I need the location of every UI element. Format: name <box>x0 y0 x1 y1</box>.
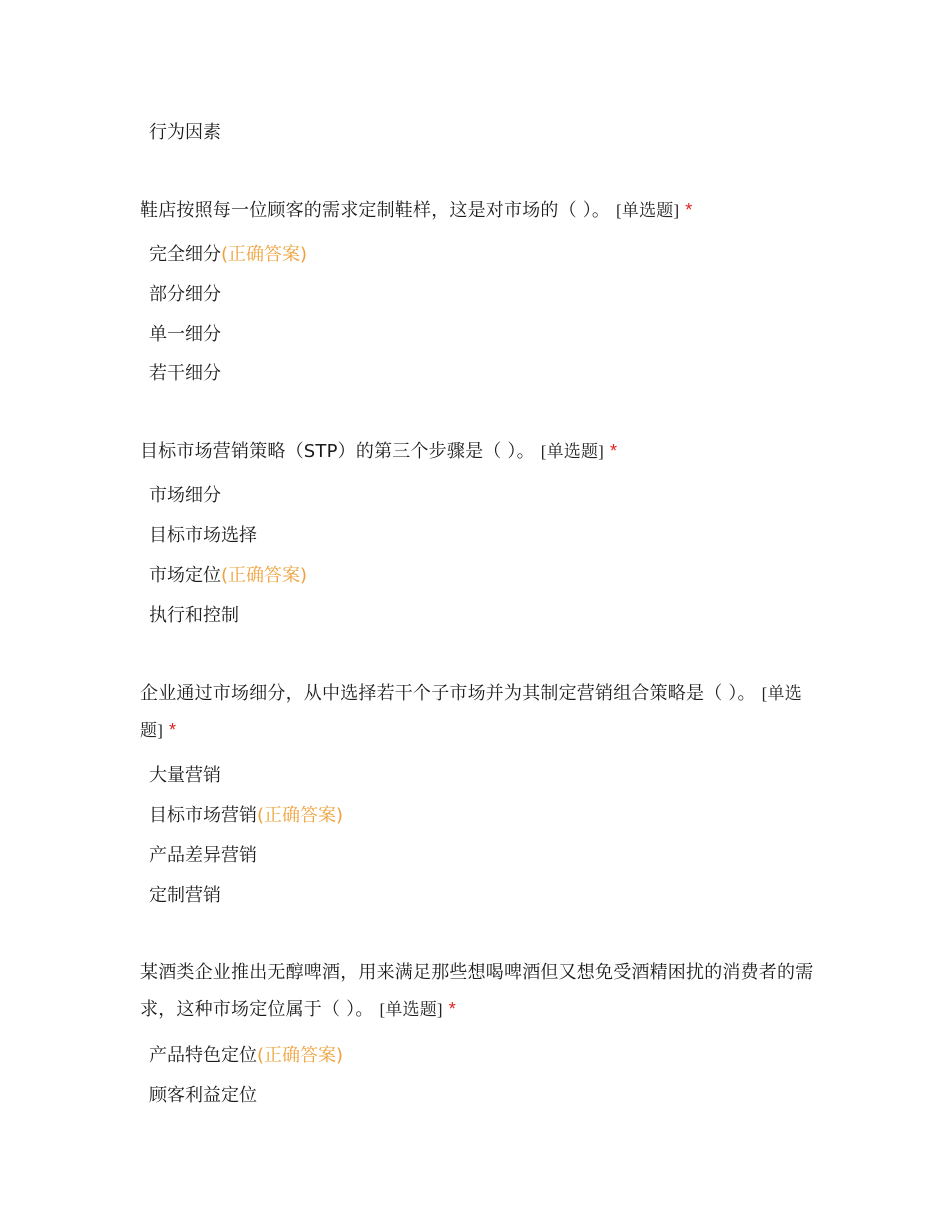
option-item <box>149 764 221 788</box>
option-label: 部分细分 <box>149 284 221 305</box>
question-text <box>140 676 820 749</box>
option-item <box>149 604 239 628</box>
option-label: 执行和控制 <box>149 605 239 626</box>
required-mark: * <box>685 200 693 220</box>
question-type-tag: [单选题] <box>616 201 680 220</box>
option-item <box>149 362 221 386</box>
required-mark: * <box>448 999 456 1019</box>
correct-answer-note: (正确答案) <box>257 805 344 826</box>
required-mark: * <box>168 720 177 740</box>
question-type-tag: [单选题] <box>540 442 605 461</box>
option-item <box>149 884 221 908</box>
option-label: 完全细分 <box>149 244 221 265</box>
correct-answer-note: (正确答案) <box>221 244 308 265</box>
option-item <box>149 804 343 828</box>
option-item <box>149 1084 257 1108</box>
option-label: 单一细分 <box>149 324 221 345</box>
question-type-tag: [单选题] <box>140 684 802 740</box>
option-label: 定制营销 <box>149 885 221 906</box>
option-item <box>149 121 221 145</box>
option-label: 目标市场选择 <box>149 525 257 546</box>
option-label: 目标市场营销 <box>149 805 257 826</box>
option-label: 市场定位 <box>149 565 221 586</box>
correct-answer-note: (正确答案) <box>221 565 308 586</box>
question-text <box>140 955 820 1028</box>
question-stem: 目标市场营销策略（STP）的第三个步骤是（ ）。 <box>140 441 535 462</box>
option-item <box>149 1044 343 1068</box>
correct-answer-note: (正确答案) <box>257 1045 344 1066</box>
option-label: 行为因素 <box>149 122 221 143</box>
option-item <box>149 844 257 868</box>
option-label: 大量营销 <box>149 765 221 786</box>
option-label: 市场细分 <box>149 485 221 506</box>
question-stem: 企业通过市场细分，从中选择若干个子市场并为其制定营销组合策略是（ ）。 <box>140 683 756 704</box>
option-item <box>149 283 221 307</box>
option-label: 顾客利益定位 <box>149 1085 257 1106</box>
question-text <box>140 192 820 229</box>
option-label: 产品特色定位 <box>149 1045 257 1066</box>
question-stem: 鞋店按照每一位顾客的需求定制鞋样，这是对市场的（ ）。 <box>140 200 611 221</box>
option-label: 若干细分 <box>149 363 221 384</box>
option-item <box>149 524 257 548</box>
option-item <box>149 243 307 267</box>
required-mark: * <box>609 441 618 461</box>
question-type-tag: [单选题] <box>379 1000 443 1019</box>
question-stem: 某酒类企业推出无醇啤酒，用来满足那些想喝啤酒但又想免受酒精困扰的消费者的需求，这种市场定位属于（ ）。 <box>140 962 814 1020</box>
option-item <box>149 564 307 588</box>
option-label: 产品差异营销 <box>149 845 257 866</box>
option-item <box>149 323 221 347</box>
option-item <box>149 484 221 508</box>
question-text <box>140 433 820 470</box>
